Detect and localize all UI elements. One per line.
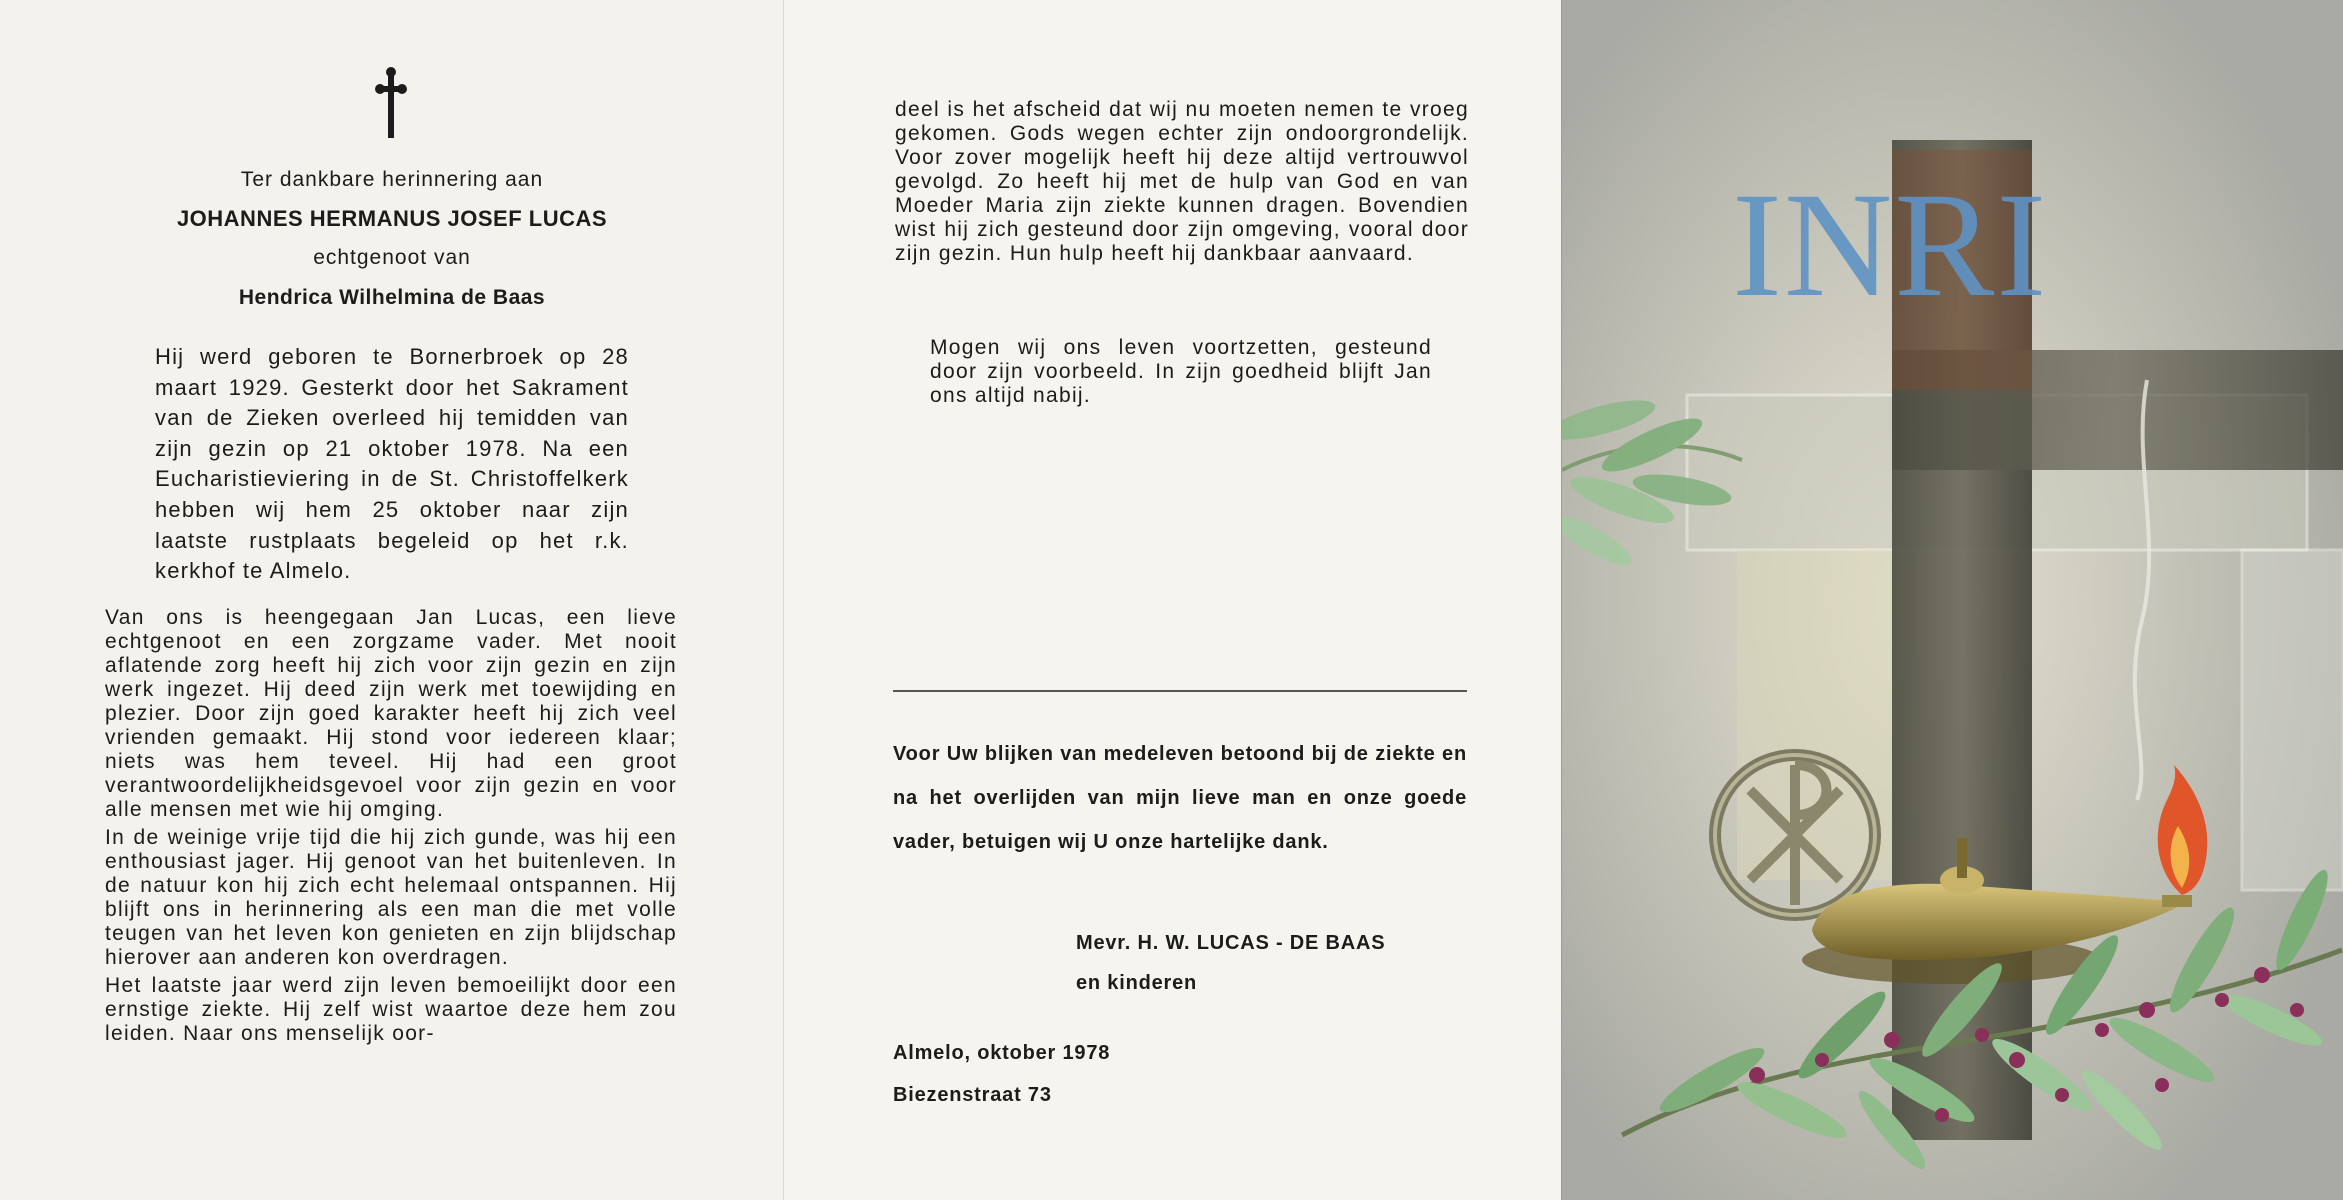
closing-paragraph: Mogen wij ons leven voortzetten, gesteund door zijn voorbeeld. In zijn goedheid blijft Jan ons altijd nabij. (930, 336, 1432, 407)
deceased-name: JOHANNES HERMANUS JOSEF LUCAS (176, 206, 608, 231)
continuation-block (895, 98, 1469, 266)
birth-paragraph-block (155, 342, 629, 587)
signature-family: en kinderen (1076, 972, 1198, 994)
light-panel (1737, 550, 1917, 880)
spouse-name: Hendrica Wilhelmina de Baas (238, 286, 546, 309)
inri-inscription: INRI (1732, 162, 2049, 328)
side-panel (2242, 550, 2343, 890)
thanks-block (893, 732, 1467, 864)
place-date: Almelo, oktober 1978 (893, 1042, 1111, 1064)
birth-paragraph: Hij werd geboren te Bornerbroek op 28 maart 1929. Gesterkt door het Sakrament van de Zieken overleed hij temidden van zijn gezin op 21 oktober 1978. Na een Eucharistieviering in de St. Christoffelkerk hebben wij hem 25 oktober naar zijn laatste rustplaats begeleid op het r.k. kerkhof te Almelo. (155, 344, 629, 584)
biography-block (105, 606, 677, 1050)
biography-paragraph-2: In de weinige vrije tijd die hij zich gunde, was hij een enthousiast jager. Hij genoot van het buitenleven. In de natuur kon hij zich echt helemaal ontspannen. Hij blijft ons in herinnering als een man die met volle teugen van het leven kon genieten en zijn blijdschap hierover aan anderen kon overdragen. (105, 826, 677, 969)
spouse-intro: echtgenoot van (313, 246, 471, 269)
cross-icon (371, 62, 411, 142)
divider-line (893, 690, 1467, 692)
cross-artwork (1562, 0, 2343, 1200)
memorial-card-cover (1562, 0, 2343, 1200)
closing-block (930, 336, 1432, 408)
biography-paragraph-1: Van ons is heengegaan Jan Lucas, een lieve echtgenoot en een zorgzame vader. Met nooit aflatende zorg heeft hij zich voor zijn gezin en zijn werk ingezet. Hij deed zijn werk met toewijding en plezier. Door zijn goed karakter heeft hij zich veel vrienden gemaakt. Hij stond voor iedereen klaar; niets was hem teveel. Hij had een groot verantwoordelijkheidsgevoel voor zijn gezin en voor alle mensen met wie hij omging. (105, 606, 677, 821)
address: Biezenstraat 73 (893, 1084, 1052, 1106)
intro-line: Ter dankbare herinnering aan (240, 168, 544, 191)
memorial-card-left-page (0, 0, 784, 1200)
signature-name: Mevr. H. W. LUCAS - DE BAAS (1076, 932, 1386, 954)
biography-paragraph-3: Het laatste jaar werd zijn leven bemoeilijkt door een ernstige ziekte. Hij zelf wist waartoe deze hem zou leiden. Naar ons menselijk oor- (105, 974, 677, 1045)
continuation-paragraph: deel is het afscheid dat wij nu moeten nemen te vroeg gekomen. Gods wegen echter zijn ondoorgrondelijk. Voor zover mogelijk heeft hij deze altijd vertrouwvol gevolgd. Zo heeft hij met de hulp van God en van Moeder Maria zijn ziekte kunnen dragen. Bovendien wist hij zich gesteund door zijn omgeving, vooral door zijn gezin. Hun hulp heeft hij dankbaar aanvaard. (895, 98, 1469, 265)
thanks-paragraph: Voor Uw blijken van medeleven betoond bij de ziekte en na het overlijden van mijn lieve man en onze goede vader, betuigen wij U onze hartelijke dank. (893, 743, 1467, 853)
